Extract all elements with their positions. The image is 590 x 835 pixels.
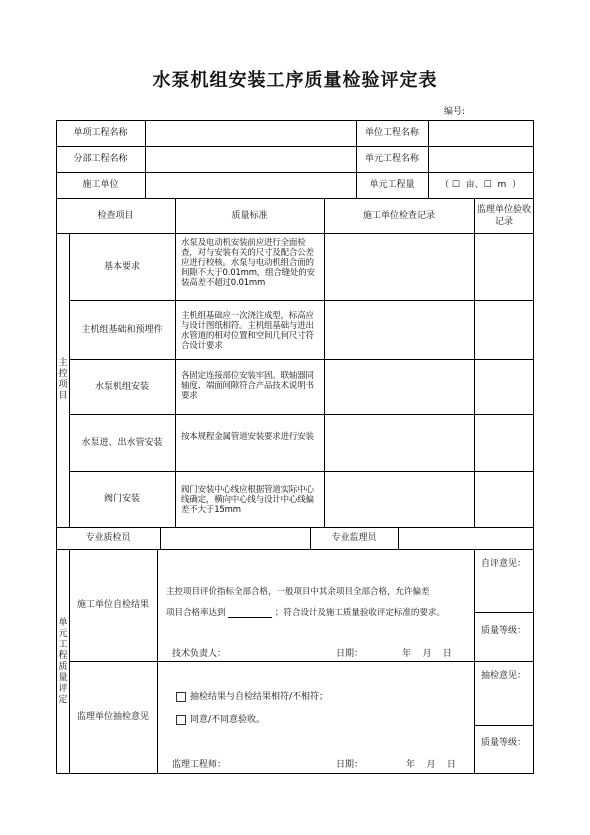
item-name: 水泵进、出水管安装 xyxy=(81,437,163,448)
project-name-label: 单项工程名称 xyxy=(73,128,128,138)
supervisor-field[interactable] xyxy=(398,527,533,549)
check-opinion-label: 抽检意见： xyxy=(481,671,527,681)
supervision-date-label: 日期： xyxy=(336,760,364,770)
supervision-label: 监理单位抽检意见 xyxy=(76,712,149,722)
pass-rate-field[interactable] xyxy=(228,608,272,618)
item-name: 阀门安装 xyxy=(103,494,140,504)
contractor-record-header: 施工单位检查记录 xyxy=(362,210,435,221)
self-opinion-label: 自评意见： xyxy=(481,559,527,569)
element-project-field[interactable] xyxy=(428,146,533,172)
self-check-line1: 主控项目评价指标全部合格，一般项目中其余项目全部合格，允许偏差 xyxy=(166,587,430,597)
element-project-label: 单元工程名称 xyxy=(364,154,419,164)
item-column-header: 检查项目 xyxy=(97,210,134,221)
sub-project-field[interactable] xyxy=(145,146,356,172)
evaluation-label: 单元工程质量评定 xyxy=(58,618,68,705)
option-consistent[interactable]: 抽检结果与自检结果相符/不相符； xyxy=(176,689,328,702)
self-quality-grade-label: 质量等级： xyxy=(481,626,527,636)
code-label: 编号: xyxy=(444,107,466,117)
project-name-field[interactable] xyxy=(145,120,356,146)
tech-label: 技术负责人： xyxy=(172,649,227,659)
unit-project-label: 单位工程名称 xyxy=(364,128,419,138)
standard-column-header: 质量标准 xyxy=(231,210,268,221)
quantity-label: 单元工程量 xyxy=(369,180,415,190)
supervision-quality-grade-label: 质量等级： xyxy=(481,738,527,748)
item-name: 水泵机组安装 xyxy=(94,381,149,392)
inspector-label: 专业质检员 xyxy=(85,533,131,543)
option-agree[interactable]: 同意/不同意验收。 xyxy=(176,712,265,725)
supervisor-label: 专业监理员 xyxy=(331,533,377,543)
supervision-date-parts: 年 月 日 xyxy=(406,760,456,770)
self-date-parts: 年 月 日 xyxy=(402,649,452,659)
supervisor-record-header: 监理单位验收记录 xyxy=(476,204,531,227)
checkbox-icon[interactable] xyxy=(176,715,186,725)
self-date-label: 日期： xyxy=(336,649,364,659)
item-standard: 按本规程金属管道安装要求进行安装 xyxy=(181,432,314,442)
inspector-field[interactable] xyxy=(160,527,310,549)
item-standard: 主机组基础应一次浇注成型，标高应与设计图纸相符。主机组基础与进出水管道的相对位置和空间几何尺寸符合设计要求 xyxy=(181,311,314,351)
contractor-field[interactable] xyxy=(145,172,356,198)
sub-project-label: 分部工程名称 xyxy=(73,154,128,164)
self-check-line2-a: 项目合格率达到 xyxy=(166,608,226,618)
unit-project-field[interactable] xyxy=(428,120,533,146)
self-check-label: 施工单位自检结果 xyxy=(76,600,149,610)
item-standard: 阀门安装中心线应根据管道实际中心线确定，横向中心线与设计中心线偏差不大于15mm xyxy=(181,485,314,515)
item-standard: 水泵及电动机安装前应进行全面检查，对与安装有关的尺寸及配合公差应进行校核。水泵与电动机组合面的间隙不大于0.01mm，组合缝处的安装高差不超过0.01mm xyxy=(181,238,315,288)
checkbox-icon[interactable] xyxy=(176,692,186,702)
item-standard: 各固定连接部位安装牢固。联轴器同轴度、端面间隙符合产品技术说明书要求 xyxy=(181,371,314,401)
main-control-label: 主控项目 xyxy=(58,358,68,401)
self-check-line2-b: ；符合设计及施工质量验收评定标准的要求。 xyxy=(274,608,445,618)
item-name: 基本要求 xyxy=(103,261,140,272)
contractor-label: 施工单位 xyxy=(82,180,119,190)
quantity-value[interactable]: （ ☐ 亩、☐ m ） xyxy=(440,180,521,190)
page-title: 水泵机组安装工序质量检验评定表 xyxy=(152,70,438,91)
engineer-label: 监理工程师： xyxy=(172,760,227,770)
self-check-line2 xyxy=(166,606,445,618)
item-name: 主机组基础和预埋件 xyxy=(81,324,163,335)
